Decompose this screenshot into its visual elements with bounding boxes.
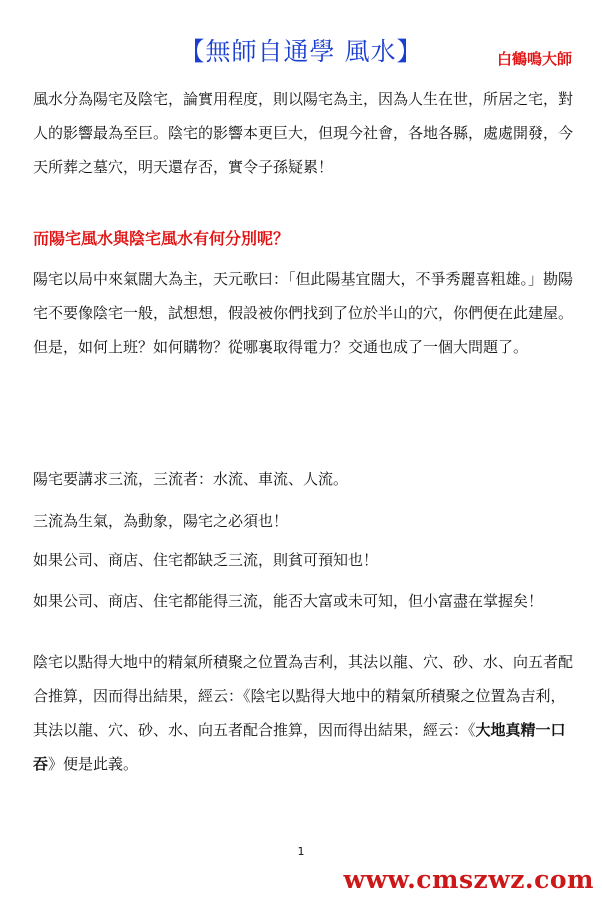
section-heading: 而陽宅風水與陰宅風水有何分別呢？ [33, 229, 290, 248]
author-name: 白鶴鳴大師 [496, 50, 572, 68]
watermark: www.cmszwz.com [343, 865, 594, 894]
yin-house-paragraph [33, 645, 578, 781]
book-title: 大地真精一口吞 [33, 721, 566, 773]
yang-house-paragraph: 陽宅以局中來氣闊大為主，天元歌曰：「但此陽基宜闊大，不爭秀麗喜粗雄。」勘陽宅不要像陰宅一般，試想想，假設被你們找到了位於半山的穴，你們便在此建屋。但是，如何上班？如何購物？從哪裏取得電力？交通也成了一個大問題了。 [33, 270, 574, 356]
page-number: 1 [297, 845, 305, 858]
three-flows-line-1: 陽宅要講求三流，三流者：水流、車流、人流。 [33, 470, 349, 488]
page-title: 【無師自通學 風水】 [179, 37, 423, 66]
three-flows-line-3: 如果公司、商店、住宅都缺乏三流，則貧可預知也！ [33, 551, 379, 569]
yin-house-tail: 》便是此義。 [48, 755, 139, 773]
intro-paragraph: 風水分為陽宅及陰宅，論實用程度，則以陽宅為主，因為人生在世，所居之宅，對人的影響最為至巨。陰宅的影響本更巨大，但現今社會，各地各縣，處處開發，今天所葬之墓穴，明天還存否，實令子孫疑累！ [33, 90, 574, 176]
yin-house-text: 陰宅以點得大地中的精氣所積聚之位置為吉利，其法以龍、穴、砂、水、向五者配合推算，因而得出結果，經云：《陰宅以點得大地中的精氣所積聚之位置為吉利，其法以龍、穴、砂、水、向五者配合推算，因而得出結果，經云：《 [33, 653, 574, 739]
three-flows-line-2: 三流為生氣，為動象，陽宅之必須也！ [33, 512, 289, 530]
three-flows-line-4: 如果公司、商店、住宅都能得三流，能否大富或未可知，但小富盡在掌握矣！ [33, 592, 544, 610]
